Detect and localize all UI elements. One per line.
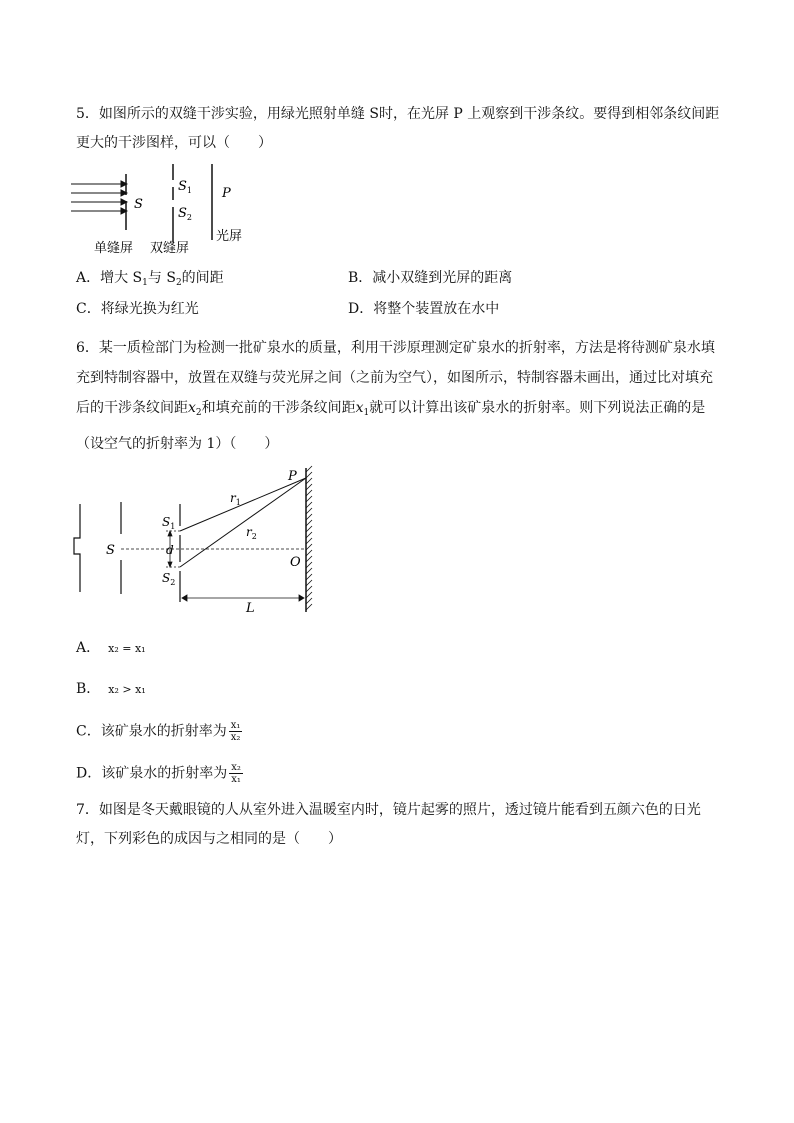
- q6-option-a[interactable]: A． x₂ = x₁: [76, 640, 146, 656]
- label-S1-sub: 1: [186, 186, 192, 195]
- label-S2-sub: 2: [186, 213, 192, 222]
- label-light-screen: 光屏: [216, 229, 243, 244]
- label-S: S: [106, 543, 115, 558]
- svg-text:r1: [230, 491, 241, 507]
- label-r1-sub: 1: [235, 498, 241, 507]
- label-r2-sub: 2: [251, 532, 257, 541]
- q6-stem-line4: （设空气的折射率为 1）（ ）: [76, 436, 279, 452]
- fraction-x2-over-x1: $\frac{\text{x₂}}{\text{x₁}}$: [231, 762, 241, 785]
- q5-option-c[interactable]: C．将绿光换为红光: [76, 301, 199, 317]
- light-rays: [71, 181, 127, 214]
- label-S1: S: [162, 515, 171, 529]
- label-double-slit-screen: 双缝屏: [150, 241, 190, 256]
- q6-option-d[interactable]: D．该矿泉水的折射率为 $\frac{\text{x₂}}{\text{x₁}}$: [76, 762, 241, 785]
- q6-stem-line3: 后的干涉条纹间距$x_2$和填充前的干涉条纹间距$x_1$就可以计算出该矿泉水的折射率。则下列说法正确的是: [76, 400, 706, 418]
- ray-r2: [180, 478, 306, 567]
- svg-text:S1: [162, 515, 175, 531]
- label-r1: r: [230, 491, 236, 505]
- label-S2: S: [178, 206, 187, 221]
- q7-stem-line1: 7．如图是冬天戴眼镜的人从室外进入温暖室内时，镜片起雾的照片，透过镜片能看到五颜六色的日光: [76, 802, 701, 818]
- fluorescent-screen: [306, 466, 312, 612]
- label-r2: r: [246, 525, 252, 539]
- svg-text:S2: [178, 206, 192, 222]
- q5-stem-line1: 5．如图所示的双缝干涉实验，用绿光照射单缝 S时，在光屏 P 上观察到干涉条纹。要得到相邻条纹间距: [76, 106, 720, 122]
- q5-double-slit-figure: [66, 160, 266, 260]
- q6-option-b[interactable]: B． x₂ > x₁: [76, 681, 146, 697]
- svg-text:r2: [246, 525, 257, 541]
- fraction-x1-over-x2: $\frac{\text{x₁}}{\text{x₂}}$: [230, 720, 241, 743]
- label-P: P: [288, 469, 297, 484]
- L-arrow: [182, 595, 304, 601]
- q5-stem-line2: 更大的干涉图样，可以（ ）: [76, 135, 272, 151]
- svg-text:S2: [162, 571, 175, 587]
- label-S: S: [134, 197, 143, 212]
- label-L: L: [246, 601, 255, 616]
- q5-option-d[interactable]: D．将整个装置放在水中: [348, 301, 500, 317]
- q6-option-c[interactable]: C．该矿泉水的折射率为 $\frac{\text{x₁}}{\text{x₂}}$: [76, 720, 241, 743]
- label-O: O: [290, 555, 301, 570]
- label-S2: S: [162, 571, 171, 585]
- light-source-wall: [74, 504, 80, 592]
- q6-stem-line1: 6．某一质检部门为检测一批矿泉水的质量，利用干涉原理测定矿泉水的折射率，方法是将待测矿泉水填: [76, 340, 715, 356]
- label-S2-sub: 2: [170, 578, 176, 587]
- svg-text:S1: [178, 179, 192, 195]
- label-single-slit-screen: 单缝屏: [94, 241, 134, 256]
- label-S1: S: [178, 179, 187, 194]
- q5-option-b[interactable]: B．减小双缝到光屏的距离: [348, 270, 513, 286]
- label-P: P: [222, 186, 231, 201]
- label-d: d: [166, 543, 174, 557]
- q5-option-a[interactable]: A．增大 $S_1$与 $S_2$的间距: [76, 270, 224, 288]
- label-S1-sub: 1: [170, 522, 176, 531]
- q6-stem-line2: 充到特制容器中，放置在双缝与荧光屏之间（之前为空气），如图所示，特制容器未画出，通过比对填充: [76, 370, 713, 386]
- q7-stem-line2: 灯，下列彩色的成因与之相同的是（ ）: [76, 831, 342, 847]
- q6-interference-figure: [66, 464, 326, 619]
